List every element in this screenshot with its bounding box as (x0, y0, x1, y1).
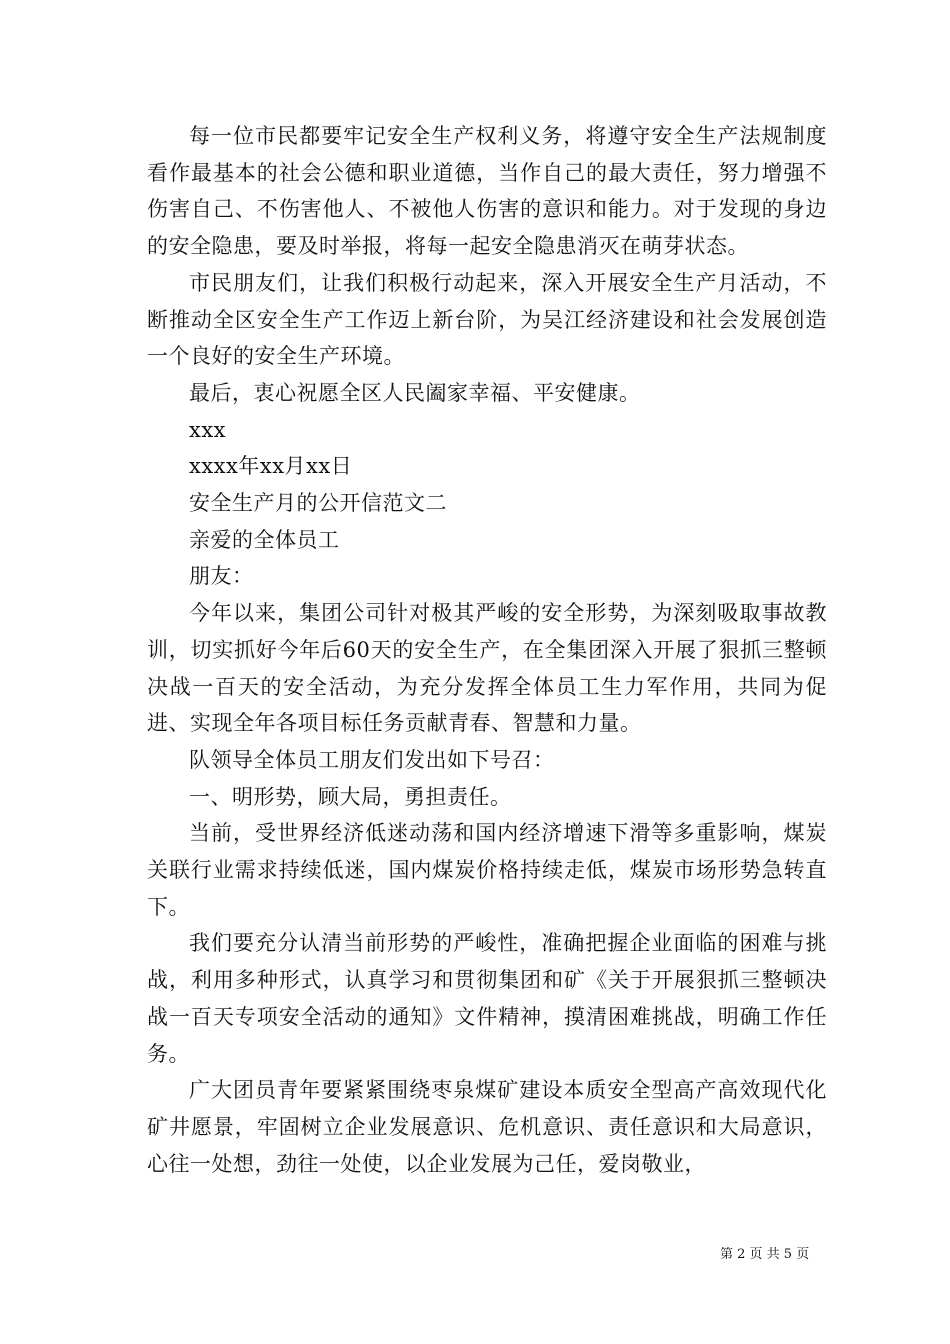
salutation-line-1: 亲爱的全体员工 (189, 527, 340, 552)
paragraph-current-situation: 当前，受世界经济低迷动荡和国内经济增速下滑等多重影响，煤炭关联行业需求持续低迷，国内煤炭价格持续走低，煤炭市场形势急转直下。 (147, 821, 827, 919)
salutation-line-2: 朋友： (189, 564, 254, 589)
document-body (147, 118, 827, 1182)
paragraph-understand-situation: 我们要充分认清当前形势的严峻性，准确把握企业面临的困难与挑战，利用多种形式，认真学习和贯彻集团和矿《关于开展狠抓三整顿决战一百天专项安全活动的通知》文件精神，摸清困难挑战，明确工作任务。 (147, 931, 827, 1066)
paragraph-appeal-intro: 队领导全体员工朋友们发出如下号召： (189, 747, 555, 772)
signature-date: xxxx年xx月xx日 (189, 454, 353, 479)
section-title: 安全生产月的公开信范文二 (189, 491, 447, 516)
paragraph-closing-wish: 最后，衷心祝愿全区人民阖家幸福、平安健康。 (189, 380, 641, 405)
heading-point-one: 一、明形势，顾大局，勇担责任。 (189, 784, 512, 809)
paragraph-youth-mission: 广大团员青年要紧紧围绕枣泉煤矿建设本质安全型高产高效现代化矿井愿景，牢固树立企业发展意识、危机意识、责任意识和大局意识，心往一处想，劲往一处使，以企业发展为己任，爱岗敬业， (147, 1078, 827, 1176)
paragraph-call-to-action: 市民朋友们，让我们积极行动起来，深入开展安全生产月活动，不断推动全区安全生产工作迈上新台阶，为吴江经济建设和社会发展创造一个良好的安全生产环境。 (147, 270, 827, 369)
signature-name: xxx (189, 417, 227, 442)
paragraph-civic-duty: 每一位市民都要牢记安全生产权利义务，将遵守安全生产法规制度看作最基本的社会公德和职业道德，当作自己的最大责任，努力增强不伤害自己、不伤害他人、不被他人伤害的意识和能力。对于发现的身边的安全隐患，要及时举报，将每一起安全隐患消灭在萌芽状态。 (147, 124, 827, 259)
paragraph-background: 今年以来，集团公司针对极其严峻的安全形势，为深刻吸取事故教训，切实抓好今年后60天的安全生产，在全集团深入开展了狠抓三整顿决战一百天的安全活动，为充分发挥全体员工生力军作用，共同为促进、实现全年各项目标任务贡献青春、智慧和力量。 (147, 601, 827, 736)
page-number-footer: 第 2 页 共 5 页 (720, 1247, 810, 1262)
